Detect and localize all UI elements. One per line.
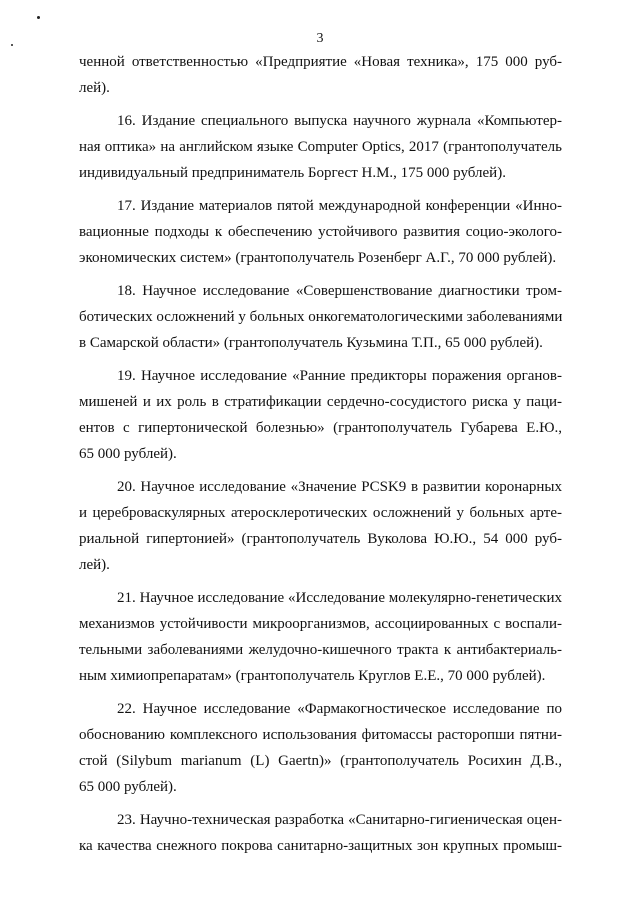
text-line: мишеней и их роль в стратификации сердечно-сосудистого риска у паци- (79, 394, 562, 410)
text-line: 20. Научное исследование «Значение PCSK9 в развитии коронарных (117, 479, 562, 495)
text-line: 19. Научное исследование «Ранние предикторы поражения органов- (117, 368, 562, 384)
text-line: ка качества снежного покрова санитарно-защитных зон крупных промыш- (79, 838, 562, 854)
paragraph (79, 807, 562, 859)
paragraph (79, 278, 562, 356)
text-line: экономических систем» (грантополучатель Розенберг А.Г., 70 000 рублей). (79, 250, 557, 266)
text-line: ная оптика» на английском языке Computer Optics, 2017 (грантополучатель (79, 139, 562, 155)
text-line: лей). (79, 80, 110, 96)
text-line: риальной гипертонией» (грантополучатель Вуколова Ю.Ю., 54 000 руб- (79, 531, 562, 547)
text-line: вационные подходы к обеспечению устойчивого развития социо-эколого- (79, 224, 562, 240)
text-line: механизмов устойчивости микроорганизмов, ассоциированных с воспали- (79, 616, 562, 632)
text-line: ботических осложнений у больных онкогематологическими заболеваниями (79, 309, 563, 325)
text-line: 16. Издание специального выпуска научного журнала «Компьютер- (117, 113, 562, 129)
text-line: 23. Научно-техническая разработка «Санитарно-гигиеническая оцен- (117, 812, 562, 828)
paragraph (79, 49, 562, 101)
text-line: 18. Научное исследование «Совершенствование диагностики тром- (117, 283, 562, 299)
paragraph (79, 193, 562, 271)
paragraph (79, 474, 562, 578)
text-line: ентов с гипертонической болезнью» (грантополучатель Губарева Е.Ю., (79, 420, 562, 436)
text-line: ченной ответственностью «Предприятие «Новая техника», 175 000 руб- (79, 54, 562, 70)
text-line: в Самарской области» (грантополучатель Кузьмина Т.П., 65 000 рублей). (79, 335, 543, 351)
document-body (79, 49, 562, 859)
text-line: индивидуальный предприниматель Боргест Н.М., 175 000 рублей). (79, 165, 506, 181)
text-line: ным химиопрепаратам» (грантополучатель Круглов Е.Е., 70 000 рублей). (79, 668, 546, 684)
text-line: 65 000 рублей). (79, 446, 177, 462)
text-line: лей). (79, 557, 110, 573)
scan-speck (37, 16, 40, 19)
text-line: тельными заболеваниями желудочно-кишечного тракта к антибактериаль- (79, 642, 562, 658)
paragraph (79, 363, 562, 467)
text-line: обоснованию комплексного использования фитомассы расторопши пятни- (79, 727, 562, 743)
paragraph (79, 108, 562, 186)
text-line: 17. Издание материалов пятой международной конференции «Инно- (117, 198, 562, 214)
paragraph (79, 585, 562, 689)
text-line: и цереброваскулярных атеросклеротических осложнений у больных арте- (79, 505, 562, 521)
page-number: 3 (316, 31, 324, 46)
text-line: 65 000 рублей). (79, 779, 177, 795)
paragraph (79, 696, 562, 800)
text-line: 22. Научное исследование «Фармакогностическое исследование по (117, 701, 562, 717)
text-line: 21. Научное исследование «Исследование молекулярно-генетических (117, 590, 562, 606)
text-line: стой (Silybum marianum (L) Gaertn)» (грантополучатель Росихин Д.В., (79, 753, 562, 769)
